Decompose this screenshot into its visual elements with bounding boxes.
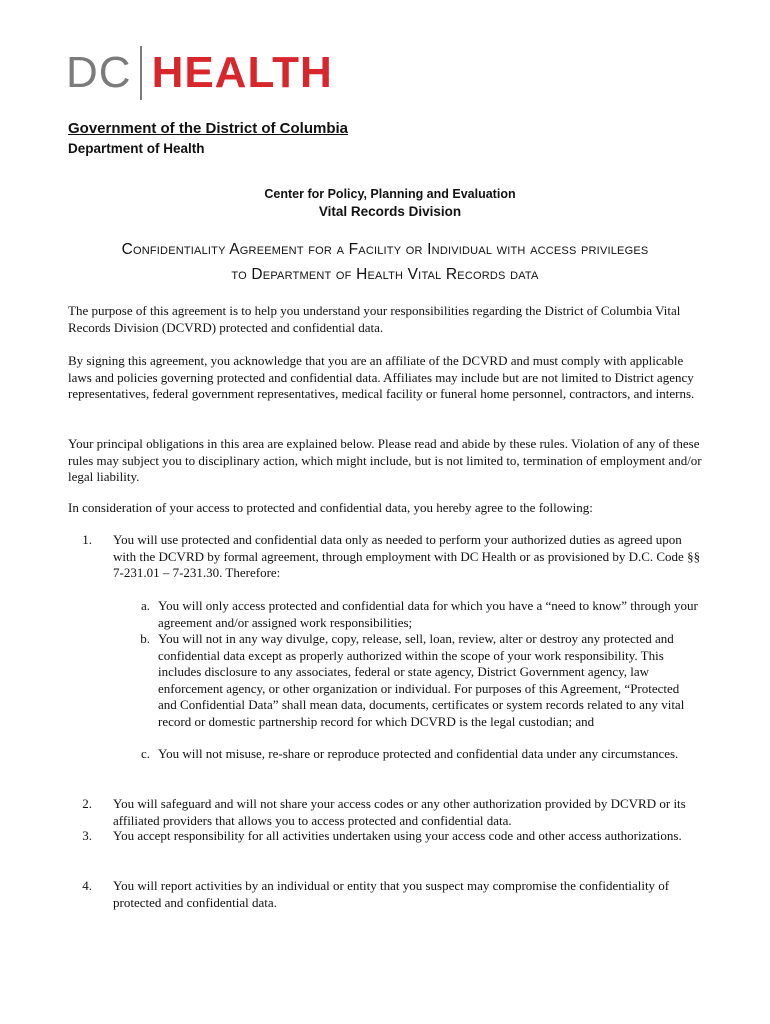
division-heading: Vital Records Division <box>318 204 462 219</box>
center-heading: Center for Policy, Planning and Evaluation <box>264 187 516 201</box>
logo-dc-text: DC <box>66 48 132 97</box>
sub-list-item-text: You will only access protected and confidential data for which you have a “need to know” through your agreement and/or assigned work responsibilities; <box>158 598 698 630</box>
list-item-text: You accept responsibility for all activities undertaken using your access code and other access authorizations. <box>113 828 682 843</box>
document-title-line-1: Confidentiality Agreement for a Facility or Individual with access privileges <box>121 241 649 258</box>
list-item-text: You will use protected and confidential data only as needed to perform your authorized duties as agreed upon with the DCVRD by formal agreement, through employment with DC Health or as provisioned by D.C. Code §§ 7-231.01 – 7-231.30. Therefore: <box>113 532 701 580</box>
list-item-number: 1. <box>82 532 92 547</box>
dc-health-logo <box>66 44 333 102</box>
list-item-number: 4. <box>82 878 92 893</box>
list-item-number: 3. <box>82 828 92 843</box>
government-heading: Government of the District of Columbia <box>68 120 349 137</box>
sub-list-item-letter: b. <box>140 631 150 646</box>
consideration-paragraph: In consideration of your access to protected and confidential data, you hereby agree to the following: <box>68 500 593 515</box>
logo-divider <box>140 46 142 100</box>
sub-list-item-letter: a. <box>140 598 150 613</box>
department-heading: Department of Health <box>68 141 205 156</box>
sub-list-item-text: You will not in any way divulge, copy, release, sell, loan, review, alter or destroy any protected and confidential data except as properly authorized within the scope of your work responsibility. This includes disclosure to any associates, federal or state agency, District Government agency, law enforcement agency, or other organization or individual. For purposes of this Agreement, “Protected and Confidential Data” shall mean data, documents, certificates or system records related to any vital record or domestic partnership record for which DCVRD is the legal custodian; and <box>158 631 685 729</box>
signing-paragraph: By signing this agreement, you acknowledge that you are an affiliate of the DCVRD and must comply with applicable laws and policies governing protected and confidential data. Affiliates may include but are not limited to District agency representatives, federal government representatives, medical facility or funeral home personnel, contractors, and interns. <box>68 353 695 401</box>
sub-list-item-letter: c. <box>140 746 150 761</box>
logo-health-text: HEALTH <box>151 48 333 97</box>
sub-list-item-text: You will not misuse, re-share or reproduce protected and confidential data under any circumstances. <box>158 746 679 761</box>
list-item-number: 2. <box>82 796 92 811</box>
list-item-text: You will safeguard and will not share your access codes or any other authorization provided by DCVRD or its affiliated providers that allows you to access protected and confidential data. <box>113 796 686 828</box>
purpose-paragraph: The purpose of this agreement is to help you understand your responsibilities regarding the District of Columbia Vital Records Division (DCVRD) protected and confidential data. <box>68 303 681 335</box>
document-title-line-2: to Department of Health Vital Records data <box>231 266 539 283</box>
obligations-paragraph: Your principal obligations in this area are explained below. Please read and abide by these rules. Violation of any of these rules may subject you to disciplinary action, which might include, but is not limited to, termination of employment and/or legal liability. <box>68 436 702 484</box>
list-item-text: You will report activities by an individual or entity that you suspect may compromise the confidentiality of protected and confidential data. <box>113 878 670 910</box>
